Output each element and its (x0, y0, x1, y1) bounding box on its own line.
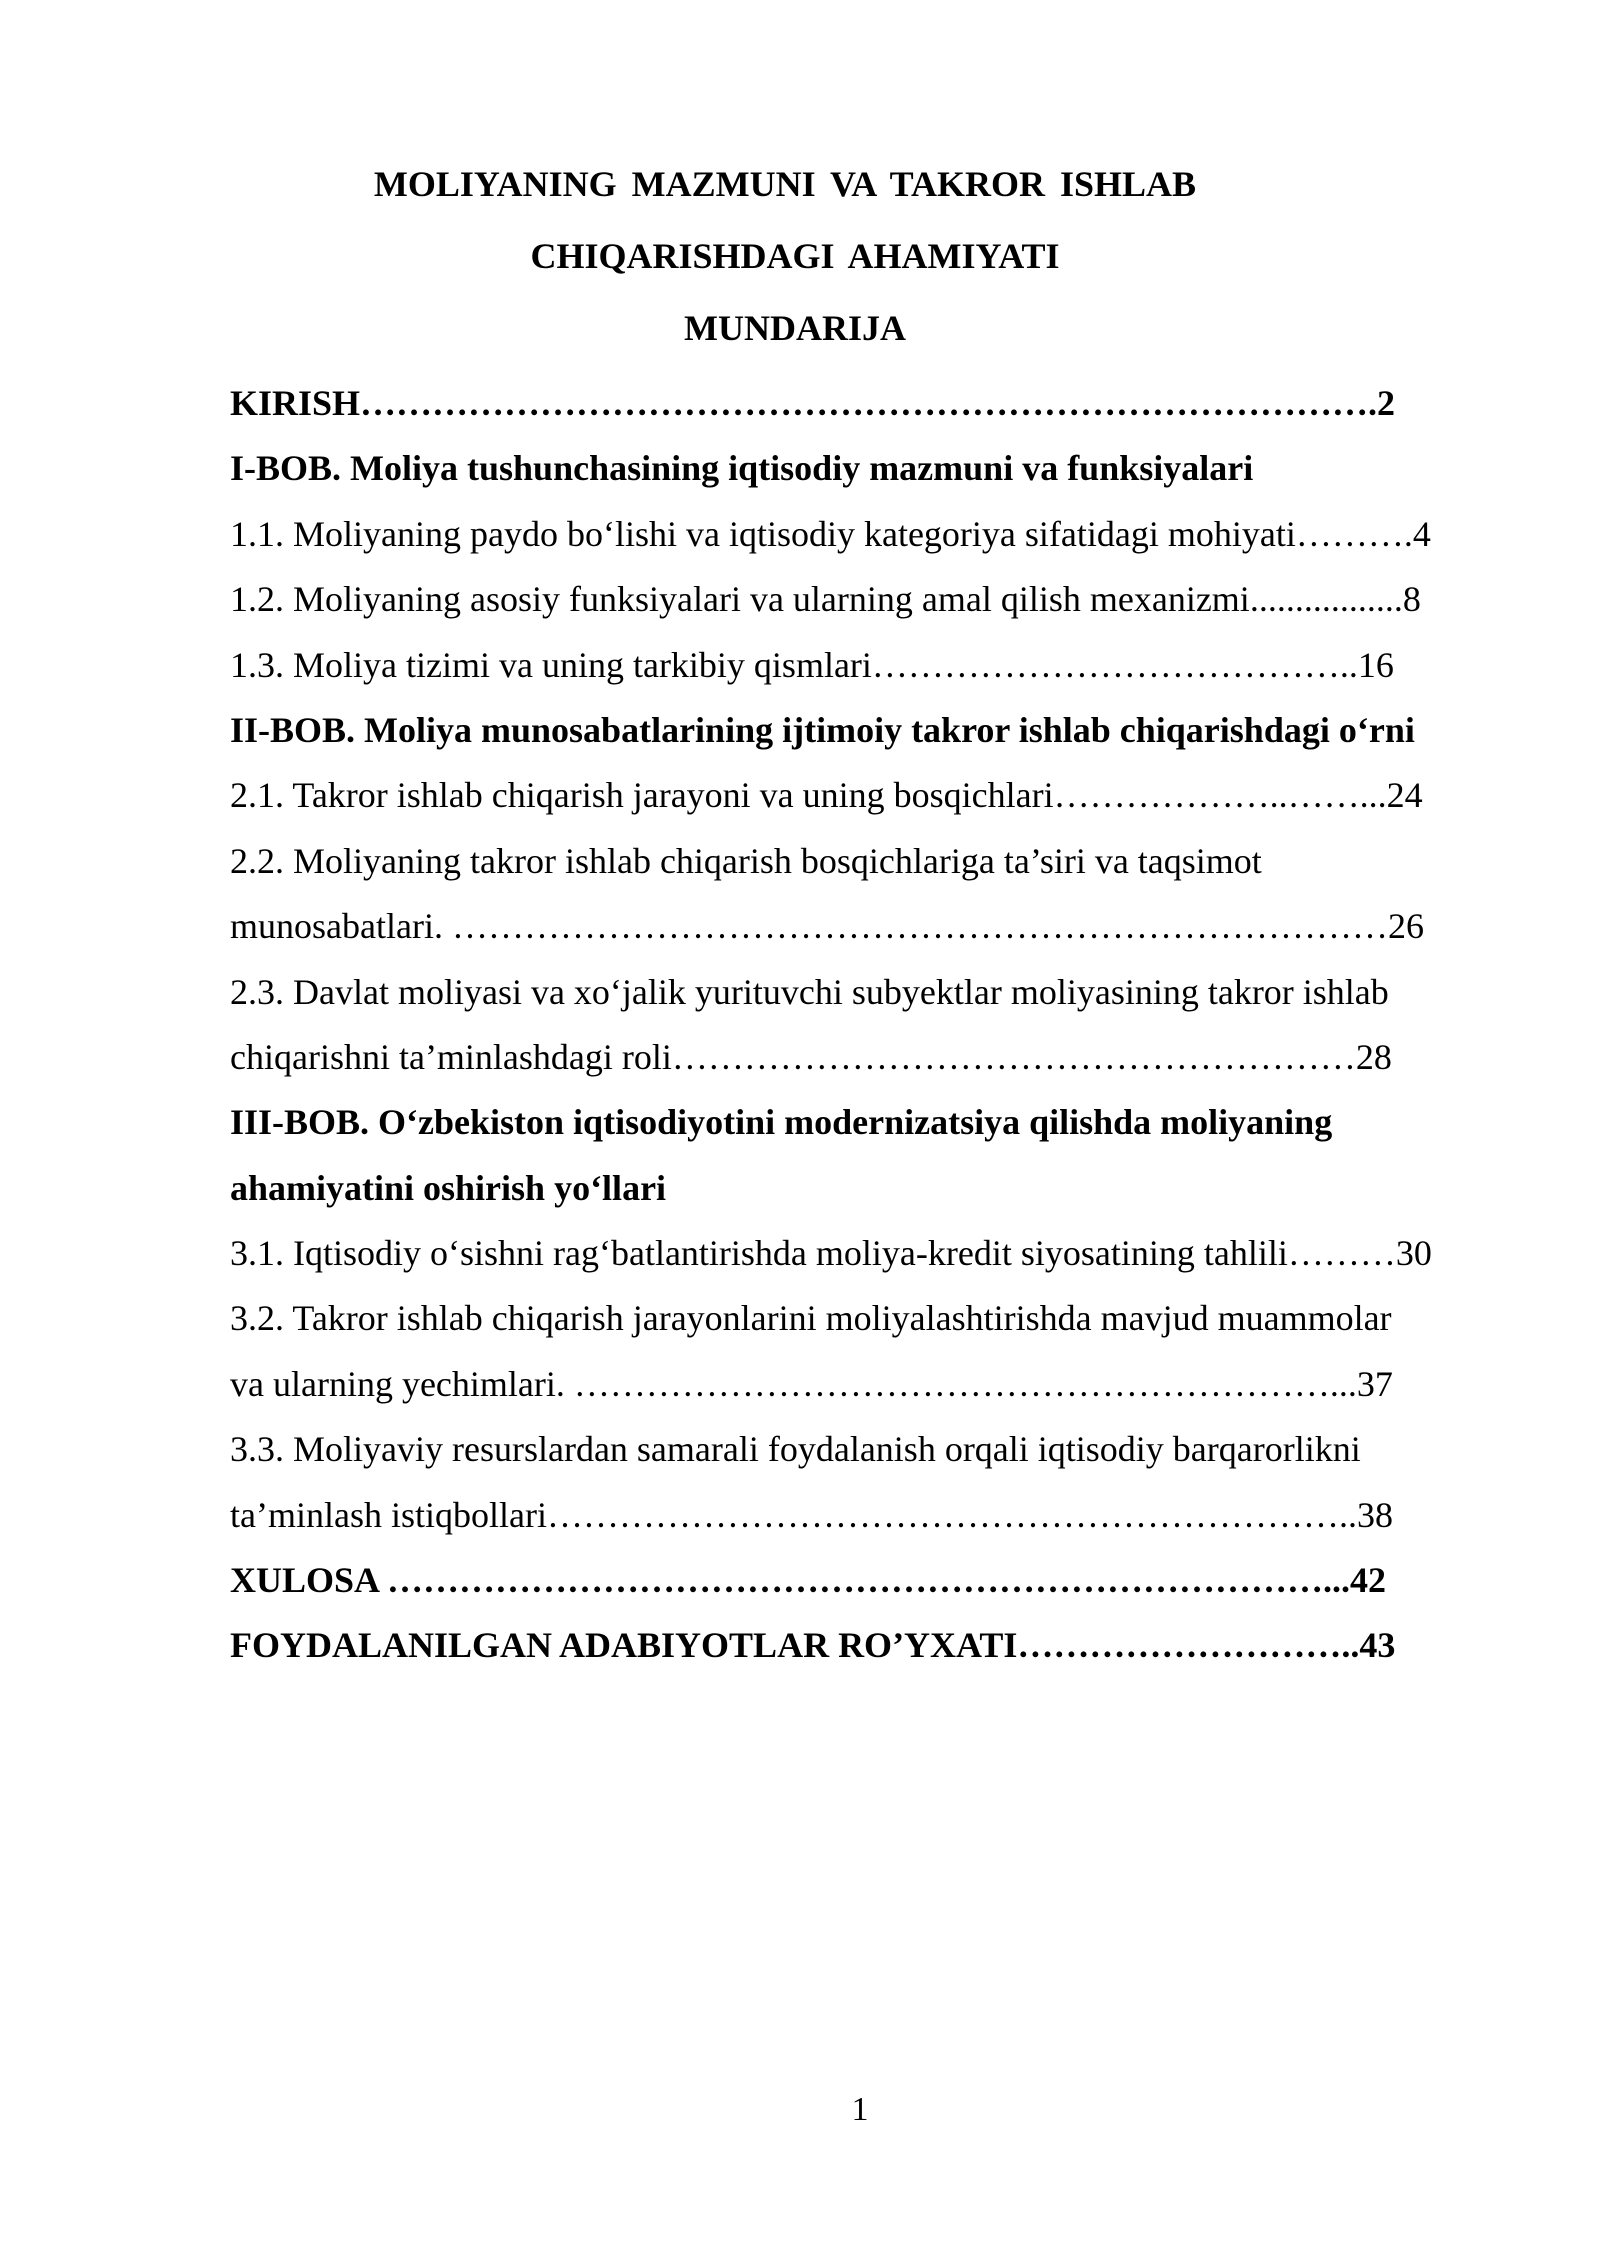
toc-entry-2-2-continued: munosabatlari. ……………………………………………………………………26 (230, 906, 1424, 947)
toc-chapter-2-heading: II-BOB. Moliya munosabatlarining ijtimoiy takror ishlab chiqarishdagi o‘rni (230, 709, 1415, 750)
toc-chapter-3-heading: III-BOB. O‘zbekiston iqtisodiyotini modernizatsiya qilishda moliyaning (230, 1102, 1333, 1143)
toc-entry-2-2: 2.2. Moliyaning takror ishlab chiqarish bosqichlariga ta’siri va taqsimot (230, 840, 1262, 881)
title-line-1: MOLIYANING MAZMUNI VA TAKROR ISHLAB (373, 164, 1197, 204)
toc-entry-3-2: 3.2. Takror ishlab chiqarish jarayonlarini moliyalashtirishda mavjud muammolar (230, 1298, 1392, 1339)
toc-entry-1-3: 1.3. Moliya tizimi va uning tarkibiy qismlari…………………………………..16 (230, 644, 1394, 685)
toc-chapter-1-heading: I-BOB. Moliya tushunchasining iqtisodiy mazmuni va funksiyalari (230, 448, 1254, 489)
toc-entry-references: FOYDALANILGAN ADABIYOTLAR RO’YXATI………………………..43 (230, 1625, 1396, 1666)
toc-entry-3-2-continued: va ularning yechimlari. ………………………………………………………...37 (230, 1363, 1393, 1404)
toc-entry-2-3-continued: chiqarishni ta’minlashdagi roli…………………………………………………28 (230, 1036, 1392, 1077)
title-line-2: CHIQARISHDAGI AHAMIYATI (530, 236, 1060, 276)
page-number: 1 (851, 2091, 869, 2128)
toc-entry-2-3: 2.3. Davlat moliyasi va xo‘jalik yurituvchi subyektlar moliyasining takror ishlab (230, 971, 1389, 1012)
table-of-contents-heading: MUNDARIJA (684, 308, 906, 348)
toc-entry-introduction: KIRISH………………………………………………………………………….2 (230, 383, 1396, 423)
toc-entry-3-3: 3.3. Moliyaviy resurslardan samarali foydalanish orqali iqtisodiy barqarorlikni (230, 1429, 1361, 1470)
toc-entry-1-1: 1.1. Moliyaning paydo bo‘lishi va iqtisodiy kategoriya sifatidagi mohiyati……….4 (230, 513, 1431, 554)
toc-chapter-3-heading-continued: ahamiyatini oshirish yo‘llari (230, 1167, 667, 1208)
toc-entry-3-3-continued: ta’minlash istiqbollari…………………………………………………………..38 (230, 1494, 1393, 1535)
document-title (0, 148, 1600, 364)
table-of-contents (230, 371, 1500, 1679)
toc-entry-3-1: 3.1. Iqtisodiy o‘sishni rag‘batlantirishda moliya-kredit siyosatining tahlili………30 (230, 1233, 1432, 1274)
toc-entry-1-2: 1.2. Moliyaning asosiy funksiyalari va ularning amal qilish mexanizmi.................8 (230, 579, 1421, 620)
toc-entry-2-1: 2.1. Takror ishlab chiqarish jarayoni va uning bosqichlari………………..……...24 (230, 775, 1423, 816)
toc-entry-conclusion: XULOSA ……………………………………………………………………...42 (230, 1560, 1387, 1601)
